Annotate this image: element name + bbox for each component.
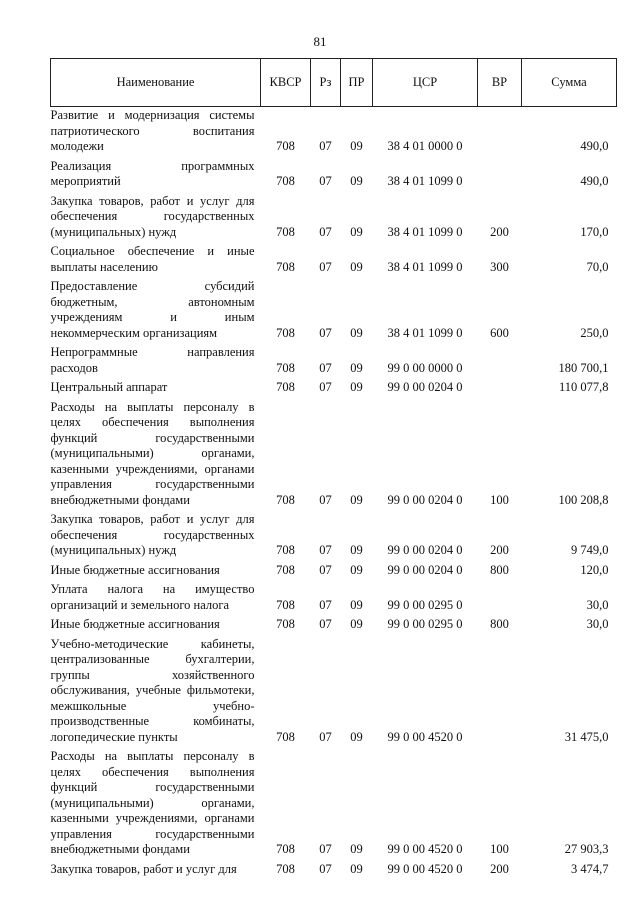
cell-kvsr: 708 xyxy=(276,174,295,188)
table-row xyxy=(51,636,617,749)
cell-sum: 120,0 xyxy=(580,562,609,577)
cell-pr: 09 xyxy=(350,259,363,274)
cell-kvsr: 708 xyxy=(276,562,295,577)
cell-csr: 99 0 00 0295 0 xyxy=(387,597,463,612)
cell-csr: 99 0 00 4520 0 xyxy=(387,729,463,744)
cell-name: Социальное обеспечение и иные выплаты населению xyxy=(50,244,255,274)
cell-kvsr: 708 xyxy=(276,224,295,239)
table-header xyxy=(51,59,617,107)
cell-vr: 800 xyxy=(490,617,509,631)
table-row xyxy=(51,379,617,399)
page-number: 81 xyxy=(313,34,327,49)
cell-kvsr: 708 xyxy=(276,842,295,856)
cell-sum: 490,0 xyxy=(580,174,609,188)
cell-sum: 70,0 xyxy=(586,259,609,274)
cell-csr: 38 4 01 1099 0 xyxy=(387,224,463,239)
cell-vr: 300 xyxy=(490,259,509,274)
cell-pr: 09 xyxy=(350,842,363,856)
cell-sum: 490,0 xyxy=(580,139,609,153)
cell-name: Уплата налога на имущество организаций и земельного налога xyxy=(50,582,255,612)
cell-rz: 07 xyxy=(319,562,332,577)
header-kvsr: КВСР xyxy=(261,59,311,107)
cell-sum: 110 077,8 xyxy=(558,380,609,394)
cell-sum: 27 903,3 xyxy=(564,842,609,856)
cell-rz: 07 xyxy=(319,543,332,557)
cell-pr: 09 xyxy=(350,360,363,375)
cell-csr: 38 4 01 1099 0 xyxy=(387,325,463,340)
cell-sum: 250,0 xyxy=(580,325,609,340)
cell-vr xyxy=(478,379,522,399)
header-vr: ВР xyxy=(478,59,522,107)
cell-pr: 09 xyxy=(350,224,363,239)
cell-pr: 09 xyxy=(350,543,363,557)
cell-csr: 99 0 00 0204 0 xyxy=(387,380,463,394)
cell-rz: 07 xyxy=(319,842,332,856)
cell-kvsr: 708 xyxy=(276,597,295,612)
cell-rz: 07 xyxy=(319,597,332,612)
cell-csr: 38 4 01 1099 0 xyxy=(387,259,463,274)
cell-sum: 100 208,8 xyxy=(558,492,609,507)
cell-kvsr: 708 xyxy=(276,360,295,375)
cell-name: Реализация программных мероприятий xyxy=(50,158,255,188)
cell-rz: 07 xyxy=(319,325,332,340)
cell-vr xyxy=(478,158,522,193)
table-row xyxy=(51,344,617,379)
cell-name: Развитие и модернизация системы патриотического воспитания молодежи xyxy=(50,108,255,153)
cell-rz: 07 xyxy=(319,380,332,394)
table-row xyxy=(51,278,617,344)
cell-vr: 100 xyxy=(490,842,509,856)
cell-vr xyxy=(478,107,522,158)
cell-pr: 09 xyxy=(350,729,363,744)
cell-csr: 38 4 01 1099 0 xyxy=(387,174,463,188)
table-row xyxy=(51,193,617,244)
cell-pr: 09 xyxy=(350,562,363,577)
cell-name: Непрограммные направления расходов xyxy=(50,345,255,375)
cell-sum: 9 749,0 xyxy=(571,543,609,557)
cell-csr: 99 0 00 4520 0 xyxy=(387,861,463,876)
cell-vr xyxy=(478,636,522,749)
table-row xyxy=(51,581,617,616)
cell-csr: 99 0 00 0204 0 xyxy=(387,543,463,557)
table-row xyxy=(51,107,617,158)
cell-vr xyxy=(478,581,522,616)
cell-name: Предоставление субсидий бюджетным, автономным учреждениям и иным некоммерческим организациям xyxy=(50,279,255,340)
cell-sum: 170,0 xyxy=(580,224,609,239)
cell-name: Расходы на выплаты персоналу в целях обеспечения выполнения функций государственными (муниципальными) органами, казенными учреждениями, органами управления государственными внебюджетными фондами xyxy=(50,399,255,507)
cell-pr: 09 xyxy=(350,139,363,153)
cell-name: Иные бюджетные ассигнования xyxy=(50,617,220,631)
cell-vr: 600 xyxy=(490,325,509,340)
table-row xyxy=(51,562,617,582)
table-row xyxy=(51,243,617,278)
cell-rz: 07 xyxy=(319,729,332,744)
cell-vr: 200 xyxy=(490,224,509,239)
cell-rz: 07 xyxy=(319,360,332,375)
header-name: Наименование xyxy=(51,59,261,107)
cell-sum: 180 700,1 xyxy=(558,360,609,375)
cell-sum: 3 474,7 xyxy=(571,861,609,876)
cell-name: Закупка товаров, работ и услуг для обеспечения государственных (муниципальных) нужд xyxy=(50,193,255,239)
header-rz: Рз xyxy=(311,59,341,107)
cell-csr: 99 0 00 0295 0 xyxy=(387,617,463,631)
cell-vr: 200 xyxy=(490,543,509,557)
cell-kvsr: 708 xyxy=(276,259,295,274)
cell-kvsr: 708 xyxy=(276,492,295,507)
cell-name: Иные бюджетные ассигнования xyxy=(50,562,220,577)
cell-vr xyxy=(478,344,522,379)
cell-name: Центральный аппарат xyxy=(50,380,168,394)
table-row xyxy=(51,158,617,193)
cell-csr: 99 0 00 4520 0 xyxy=(387,842,463,856)
cell-kvsr: 708 xyxy=(276,729,295,744)
cell-pr: 09 xyxy=(350,174,363,188)
header-csr: ЦСР xyxy=(373,59,478,107)
cell-pr: 09 xyxy=(350,492,363,507)
cell-rz: 07 xyxy=(319,861,332,876)
cell-rz: 07 xyxy=(319,617,332,631)
cell-csr: 38 4 01 0000 0 xyxy=(387,139,463,153)
table-row xyxy=(51,616,617,636)
cell-csr: 99 0 00 0000 0 xyxy=(387,360,463,375)
cell-kvsr: 708 xyxy=(276,380,295,394)
cell-rz: 07 xyxy=(319,224,332,239)
cell-vr: 800 xyxy=(490,562,509,577)
cell-name: Закупка товаров, работ и услуг для обеспечения государственных (муниципальных) нужд xyxy=(50,512,255,557)
cell-csr: 99 0 00 0204 0 xyxy=(387,492,463,507)
cell-name: Учебно-методические кабинеты, централизованные бухгалтерии, группы хозяйственного обслуживания, учебные фильмотеки, межшкольные учебно-производственные комбинаты, логопедические пункты xyxy=(50,636,255,744)
cell-pr: 09 xyxy=(350,325,363,340)
cell-pr: 09 xyxy=(350,597,363,612)
cell-sum: 30,0 xyxy=(586,617,609,631)
cell-kvsr: 708 xyxy=(276,617,295,631)
table-row xyxy=(51,399,617,512)
header-sum: Сумма xyxy=(522,59,617,107)
cell-kvsr: 708 xyxy=(276,861,295,876)
cell-kvsr: 708 xyxy=(276,139,295,153)
cell-pr: 09 xyxy=(350,380,363,394)
cell-pr: 09 xyxy=(350,861,363,876)
cell-name: Закупка товаров, работ и услуг для xyxy=(50,861,237,876)
table-row xyxy=(51,748,617,861)
cell-name: Расходы на выплаты персоналу в целях обеспечения выполнения функций государственными (муниципальными) органами, казенными учреждениями, органами управления государственными внебюджетными фондами xyxy=(50,749,255,856)
cell-sum: 30,0 xyxy=(586,597,609,612)
header-pr: ПР xyxy=(341,59,373,107)
budget-table xyxy=(50,58,617,880)
cell-kvsr: 708 xyxy=(276,543,295,557)
cell-sum: 31 475,0 xyxy=(564,729,609,744)
cell-pr: 09 xyxy=(350,617,363,631)
table-body xyxy=(51,107,617,881)
table-row xyxy=(51,861,617,881)
cell-rz: 07 xyxy=(319,174,332,188)
cell-vr: 100 xyxy=(490,492,509,507)
table-row xyxy=(51,511,617,562)
cell-rz: 07 xyxy=(319,139,332,153)
cell-kvsr: 708 xyxy=(276,325,295,340)
cell-rz: 07 xyxy=(319,492,332,507)
cell-rz: 07 xyxy=(319,259,332,274)
cell-csr: 99 0 00 0204 0 xyxy=(387,562,463,577)
budget-table-container xyxy=(50,58,616,880)
cell-vr: 200 xyxy=(490,861,509,876)
